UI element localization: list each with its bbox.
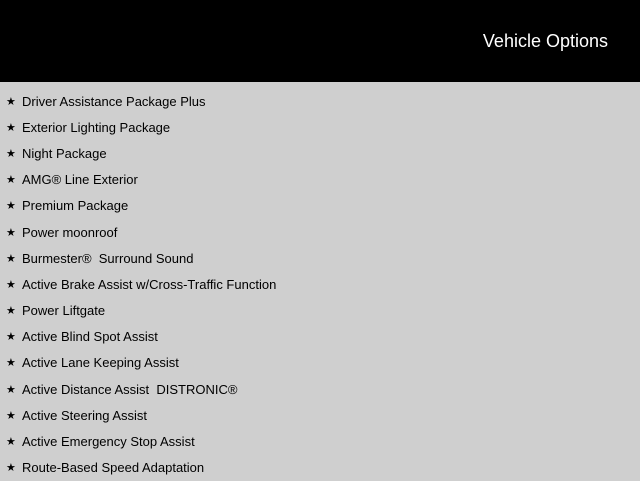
option-label: Active Lane Keeping Assist [22,355,179,371]
option-label: Active Emergency Stop Assist [22,434,195,450]
list-item [0,167,640,193]
star-icon: ★ [6,330,16,344]
option-label: AMG® Line Exterior [22,172,138,188]
list-item [0,324,640,350]
list-item [0,219,640,245]
list-item [0,88,640,114]
star-icon: ★ [6,120,16,134]
option-label: Active Steering Assist [22,407,147,423]
star-icon: ★ [6,199,16,213]
star-icon: ★ [6,94,16,108]
star-icon: ★ [6,356,16,370]
option-label: Night Package [22,145,107,161]
option-label: Power Liftgate [22,303,106,319]
option-label: Active Brake Assist w/Cross-Traffic Function [22,276,277,292]
star-icon: ★ [6,382,16,396]
options-panel [0,82,640,480]
option-label: Driver Assistance Package Plus [22,93,206,109]
list-item [0,245,640,271]
list-item [0,271,640,297]
option-label: Burmester® Surround Sound [22,250,194,266]
star-icon: ★ [6,173,16,187]
option-label: Power moonroof [22,224,118,240]
star-icon: ★ [6,225,16,239]
header-bar [0,0,640,82]
star-icon: ★ [6,435,16,449]
star-icon: ★ [6,304,16,318]
list-item [0,298,640,324]
list-item [0,376,640,402]
option-label: Active Blind Spot Assist [22,329,158,345]
option-label: Active Distance Assist DISTRONIC® [22,381,238,397]
star-icon: ★ [6,251,16,265]
list-item [0,428,640,454]
star-icon: ★ [6,408,16,422]
list-item [0,193,640,219]
star-icon: ★ [6,461,16,475]
vehicle-options-list [0,82,640,481]
list-item [0,455,640,481]
list-item [0,114,640,140]
list-item [0,140,640,166]
list-item [0,402,640,428]
star-icon: ★ [6,146,16,160]
option-label: Exterior Lighting Package [22,119,171,135]
option-label: Premium Package [22,198,129,214]
option-label: Route-Based Speed Adaptation [22,460,205,476]
page-title: Vehicle Options [482,31,608,51]
list-item [0,350,640,376]
star-icon: ★ [6,277,16,291]
